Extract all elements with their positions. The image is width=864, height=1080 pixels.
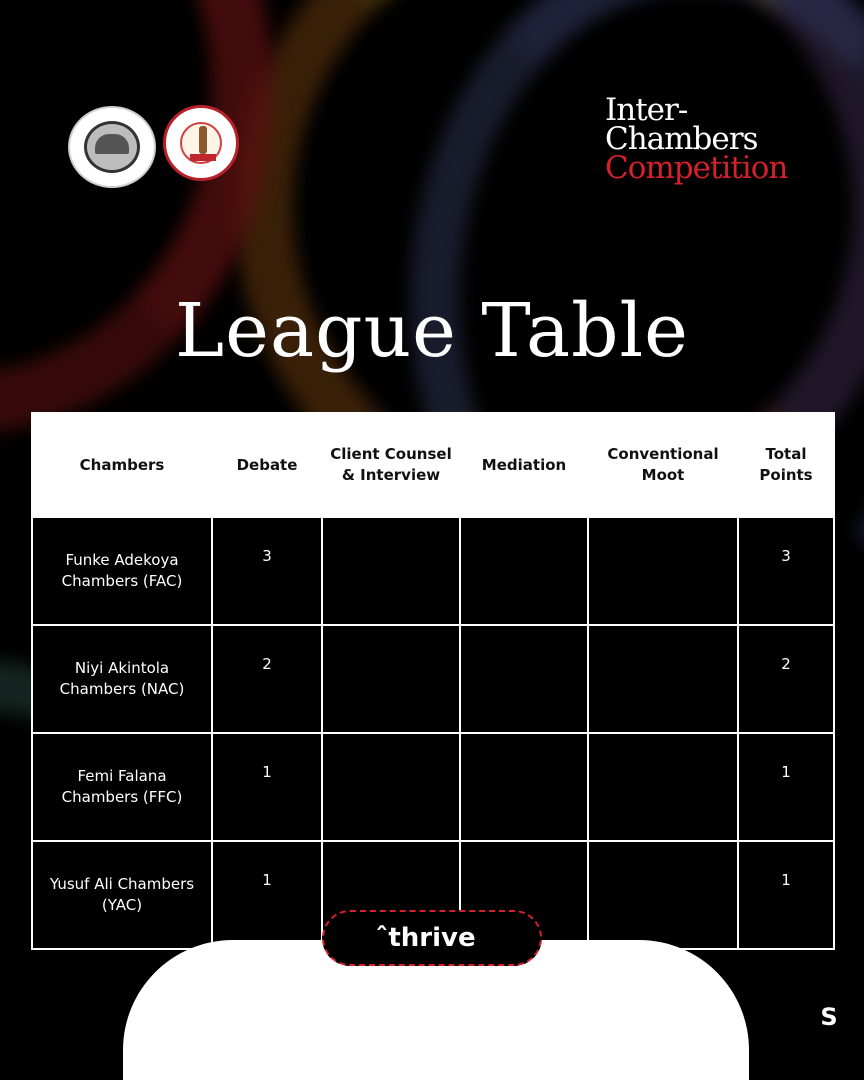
moot-score (588, 841, 738, 949)
header-client-counsel: Client Counsel & Interview (322, 413, 460, 517)
page-title: League Table (175, 288, 689, 374)
client-score (322, 625, 460, 733)
brand-line-1: Inter- (605, 92, 688, 128)
debate-score: 2 (212, 625, 322, 733)
total-points: 1 (738, 733, 834, 841)
header-debate: Debate (212, 413, 322, 517)
header-chambers: Chambers (32, 413, 212, 517)
chamber-name: Femi Falana Chambers (FFC) (32, 733, 212, 841)
chamber-name: Niyi Akintola Chambers (NAC) (32, 625, 212, 733)
justice-figure-icon (199, 126, 207, 154)
total-points: 2 (738, 625, 834, 733)
brand-line-2: Chambers (605, 121, 758, 157)
competition-brand (605, 92, 805, 186)
debate-score: 3 (212, 517, 322, 625)
total-points: 3 (738, 517, 834, 625)
table-header-row (32, 413, 834, 517)
debate-score: 1 (212, 733, 322, 841)
law-society-seal-logo (163, 105, 239, 181)
total-points: 1 (738, 841, 834, 949)
table-row (32, 625, 834, 733)
header-conventional-moot: Conventional Moot (588, 413, 738, 517)
thrive-sponsor-badge (322, 910, 542, 966)
thrive-logo-text: ̂thrive (388, 923, 476, 953)
client-score (322, 517, 460, 625)
debate-score: 1 (212, 841, 322, 949)
league-table (31, 412, 835, 950)
table-row (32, 517, 834, 625)
moot-score (588, 733, 738, 841)
university-seal-logo (68, 106, 156, 188)
table-row (32, 733, 834, 841)
mediation-score (460, 517, 588, 625)
header-mediation: Mediation (460, 413, 588, 517)
chamber-name: Funke Adekoya Chambers (FAC) (32, 517, 212, 625)
client-score (322, 733, 460, 841)
mediation-score (460, 625, 588, 733)
moot-score (588, 625, 738, 733)
brand-mark-icon: S (820, 1003, 838, 1031)
brand-line-3: Competition (605, 150, 788, 186)
chamber-name: Yusuf Ali Chambers (YAC) (32, 841, 212, 949)
moot-score (588, 517, 738, 625)
header-total-points: Total Points (738, 413, 834, 517)
mediation-score (460, 733, 588, 841)
